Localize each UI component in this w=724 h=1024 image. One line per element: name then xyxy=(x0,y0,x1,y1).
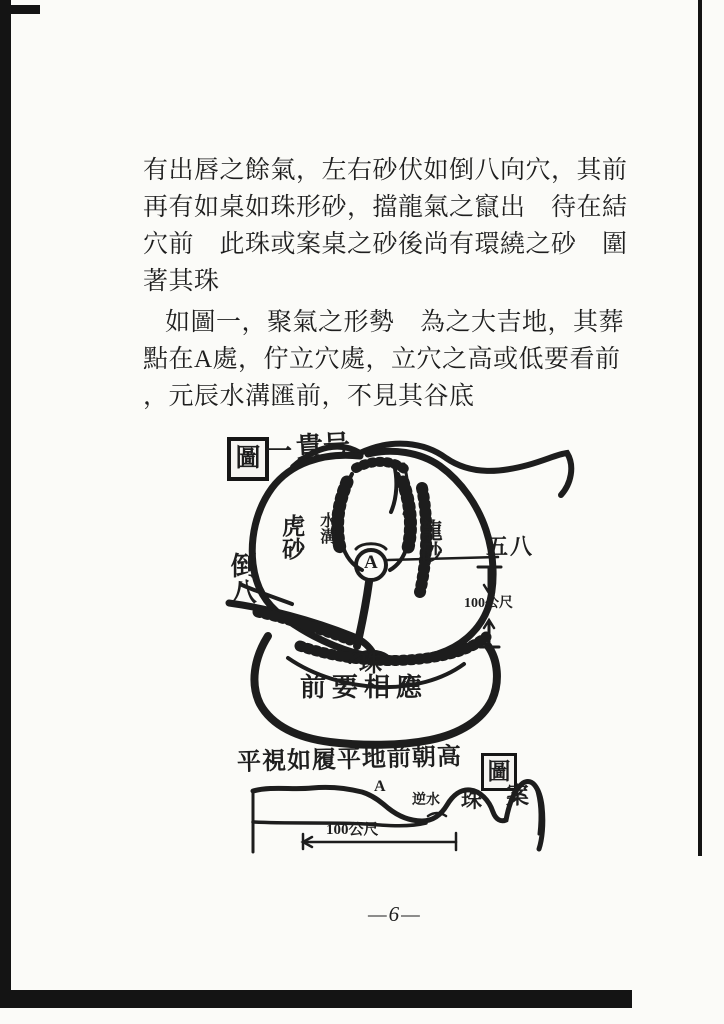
paragraph1-line2: 再有如桌如珠形砂，擋龍氣之竄出 待在結 xyxy=(143,194,628,221)
figure2-box-label: 圖 xyxy=(481,753,517,791)
point-a-label: A xyxy=(364,552,378,573)
paragraph1-line4: 著其珠 xyxy=(143,268,220,295)
figure1-distance-label: 100公尺 xyxy=(464,596,513,611)
page-number: —6— xyxy=(368,902,422,926)
dragon-sand-label: 龍砂 xyxy=(418,519,444,563)
five-eight-label: 五八 xyxy=(486,534,535,559)
figure2-pearl-label: 珠 xyxy=(461,788,482,812)
paragraph1-line1: 有出唇之餘氣，左右砂伏如倒八向穴，其前 xyxy=(143,157,628,184)
paragraph2-line1: 如圖一，聚氣之形勢 為之大吉地，其葬 xyxy=(165,309,625,336)
water-ditch-label: 水溝 xyxy=(317,512,335,544)
pearl-label: 珠 xyxy=(359,651,382,676)
inverted-eight-label: 倒八 xyxy=(227,552,257,604)
paragraph2-line3: ，元辰水溝匯前，不見其谷底 xyxy=(143,383,475,410)
figure1-box-label: 圖 xyxy=(227,437,269,481)
table-hill-label: 案 xyxy=(506,783,529,808)
figure2-title: 平視如履平地前朝高 xyxy=(236,744,463,776)
front-respond-label: 前要相應 xyxy=(300,673,429,702)
valley-water-label: 逆水 xyxy=(412,793,440,808)
figure1-caption: 貴号 xyxy=(295,429,351,463)
figure1-number-label: 一 xyxy=(266,437,293,466)
paragraph1-line3: 穴前 此珠或案桌之砂後尚有環繞之砂 圍 xyxy=(143,231,628,258)
paragraph2-line2: 點在A處，佇立穴處，立穴之高或低要看前 xyxy=(143,346,621,373)
figure2-distance-label: 100公尺 xyxy=(326,822,379,838)
figure2-point-a-label: A xyxy=(374,778,386,795)
tiger-sand-label: 虎砂 xyxy=(279,514,305,560)
